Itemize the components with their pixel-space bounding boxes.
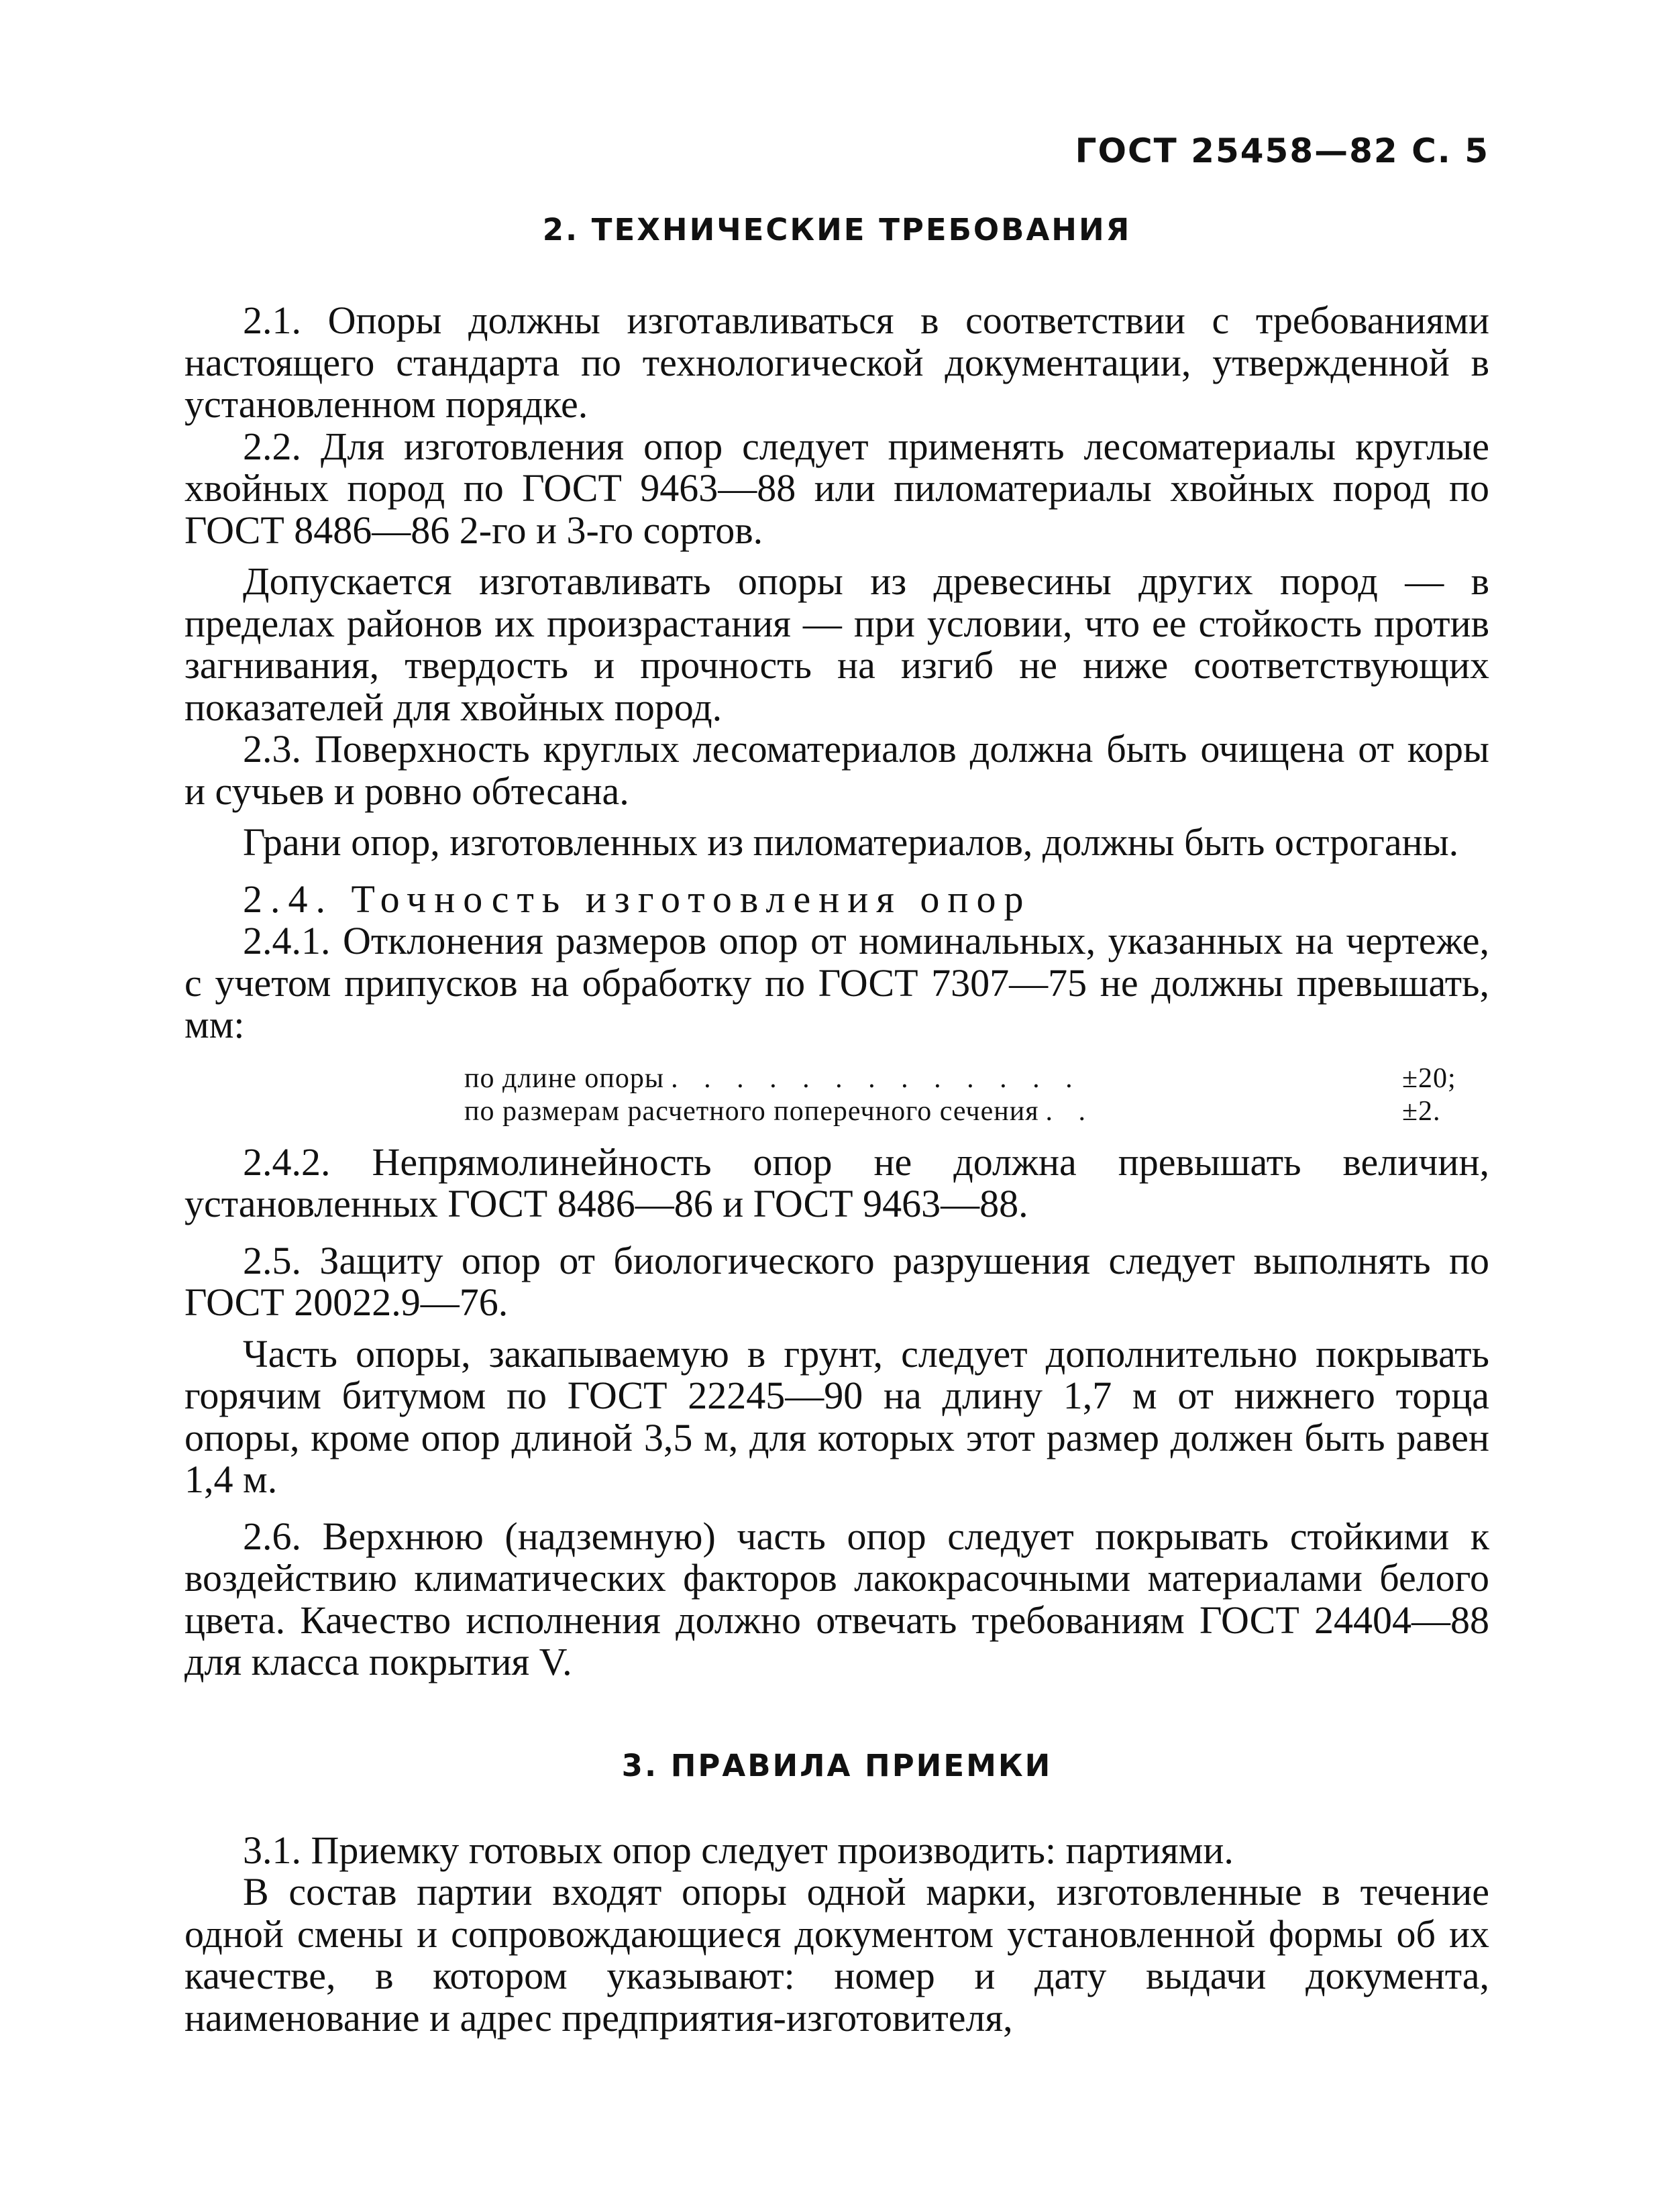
paragraph-2-2: 2.2. Для изготовления опор следует применять лесоматериалы круглые хвойных пород по ГОСТ 9463—88 или пиломатериалы хвойных пород по ГОСТ 8486—86 2-го и 3-го сортов. bbox=[184, 424, 1489, 552]
paragraph-3-1: 3.1. Приемку готовых опор следует производить: партиями. bbox=[243, 1828, 1234, 1872]
section-title-acceptance-rules: 3. ПРАВИЛА ПРИЕМКИ bbox=[621, 1747, 1053, 1783]
paragraph-2-5: 2.5. Защиту опор от биологического разрушения следует выполнять по ГОСТ 20022.9—76. bbox=[184, 1238, 1489, 1324]
tolerance-list bbox=[184, 1062, 1489, 1128]
tolerance-row-length bbox=[464, 1062, 1489, 1095]
page-content bbox=[184, 213, 1489, 2039]
paragraph-2-4-2: 2.4.2. Непрямолинейность опор не должна превышать величин, установленных ГОСТ 8486—86 и ГОСТ 9463—88. bbox=[184, 1140, 1489, 1225]
paragraph-2-6: 2.6. Верхнюю (надземную) часть опор следует покрывать стойкими к воздействию климатических факторов лакокрасочными материалами белого цвета. Качество исполнения должно отвечать требованиям ГОСТ 24404—88 для класса покрытия V. bbox=[184, 1514, 1489, 1683]
paragraph-3-1-continued: В состав партии входят опоры одной марки, изготовленные в течение одной смены и сопровождающиеся документом установленной формы об их качестве, в котором указывают: номер и дату выдачи документа, наименование и адрес предприятия-изготовителя, bbox=[184, 1870, 1489, 2040]
tolerance-leader-dots: . . . . . . . . . . . . . bbox=[671, 1062, 1082, 1094]
tolerance-label: по длине опоры bbox=[464, 1062, 665, 1094]
tolerance-value: ±2. bbox=[1402, 1095, 1441, 1127]
paragraph-2-5-continued: Часть опоры, закапываемую в грунт, следует дополнительно покрывать горячим битумом по ГОСТ 22245—90 на длину 1,7 м от нижнего торца опоры, кроме опор длиной 3,5 м, для которых этот размер должен быть равен 1,4 м. bbox=[184, 1331, 1489, 1501]
tolerance-leader-dots: . . bbox=[1045, 1095, 1096, 1127]
paragraph-2-3-continued: Грани опор, изготовленных из пиломатериалов, должны быть остроганы. bbox=[243, 820, 1459, 864]
paragraph-2-4-heading: 2.4. Точность изготовления опор bbox=[243, 877, 1032, 921]
paragraph-2-2-continued: Допускается изготавливать опоры из древесины других пород — в пределах районов их произрастания — при условии, что ее стойкость против загнивания, твердость и прочность на изгиб не ниже соответствующих показателей для хвойных пород. bbox=[184, 559, 1489, 729]
paragraph-2-4-1: 2.4.1. Отклонения размеров опор от номинальных, указанных на чертеже, с учетом припусков на обработку по ГОСТ 7307—75 не должны превышать, мм: bbox=[184, 919, 1489, 1046]
paragraph-2-1: 2.1. Опоры должны изготавливаться в соответствии с требованиями настоящего стандарта по технологической документации, утвержденной в установленном порядке. bbox=[184, 298, 1489, 426]
page-header: ГОСТ 25458—82 С. 5 bbox=[1075, 131, 1489, 170]
tolerance-value: ±20; bbox=[1402, 1062, 1456, 1094]
section-title-technical-requirements: 2. ТЕХНИЧЕСКИЕ ТРЕБОВАНИЯ bbox=[542, 212, 1132, 247]
tolerance-row-section bbox=[464, 1095, 1489, 1128]
paragraph-2-3: 2.3. Поверхность круглых лесоматериалов должна быть очищена от коры и сучьев и ровно обтесана. bbox=[184, 727, 1489, 813]
tolerance-label: по размерам расчетного поперечного сечения bbox=[464, 1095, 1039, 1127]
